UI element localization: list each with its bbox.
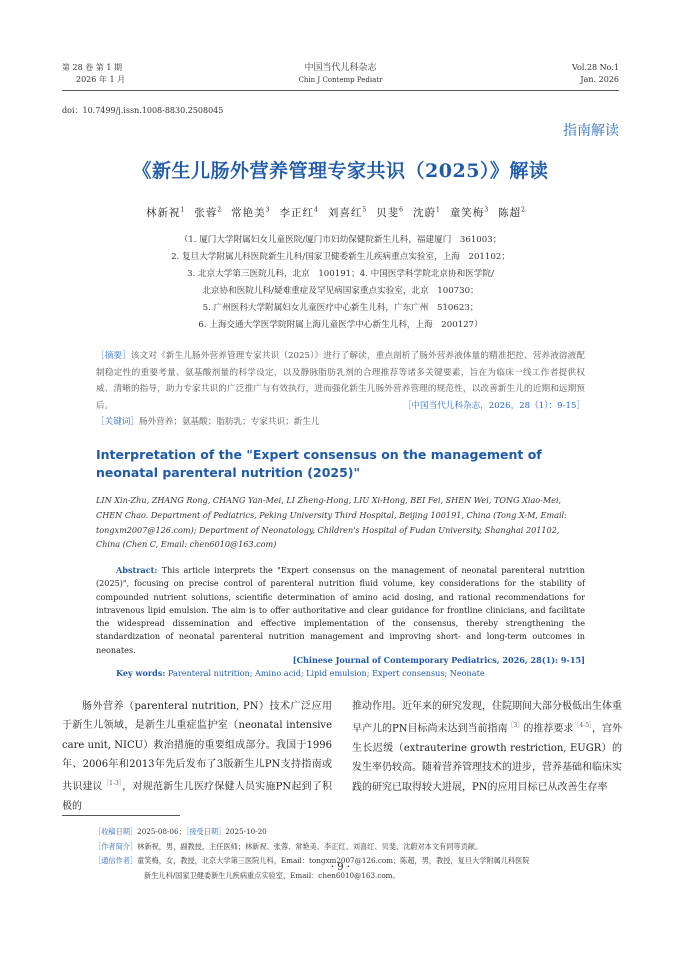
page-number: · 9 ·	[330, 862, 351, 873]
reference-marker[interactable]: ［3］	[507, 722, 524, 730]
affiliation-line: 2. 复旦大学附属儿科医院新生儿科/国家卫健委新生儿疾病重点实验室，上海 201102；	[171, 252, 510, 262]
abstract-label-en: Abstract:	[116, 565, 158, 575]
abstract-label-cn: ［摘要］	[96, 351, 131, 361]
author-affiliation-marker: 1	[435, 206, 440, 214]
header-rule	[62, 90, 619, 91]
affiliation-line: 北京协和医院儿科/疑难重症及罕见病国家重点实验室，北京 100730；	[202, 286, 479, 296]
author-affiliation-marker: 2	[217, 206, 222, 214]
contact-text: 童笑梅，女，教授，北京大学第三医院儿科，Email：tongxm2007@126.com；陈超，男，教授，复旦大学附属儿科医院	[137, 856, 530, 865]
affiliation-line: 5. 广州医科大学附属妇女儿童医疗中心新生儿科，广东广州 510623；	[202, 303, 479, 313]
body-text: 推动作用。近年来的研究发现，住院期间大部分极低出生体重早产儿的PN目标尚未达到当前指南	[352, 701, 622, 735]
author-affiliation-marker: 3	[265, 206, 270, 214]
citation-en: [Chinese Journal of Contemporary Pediatrics, 2026, 28(1): 9-15]	[292, 655, 585, 665]
header-journal-en: Chin J Contemp Pediatr	[298, 76, 383, 84]
author-name: 常艳美$^3$	[231, 206, 270, 219]
affiliation-line: （1. 厦门大学附属妇女儿童医院/厦门市妇幼保健院新生儿科，福建厦门 361003；	[179, 235, 502, 245]
author-name: 陈超$^2$	[498, 206, 525, 219]
reference-marker[interactable]: ［1-3］	[102, 780, 123, 788]
abstract-text-en: This article interprets the "Expert consensus on the management of neonatal parenteral nutrition (2025)", focusing on precise control of parenteral nutrition fluid volume, key considerations for the stability of compounded nutrient solutions, scientific determination of amino acid dosing, and rational recommendations for intravenous lipid emulsion. The aim is to offer authoritative and clear guidance for frontline clinicians, and facilitate the widespread dissemination and effective implementation of the consensus, thereby strengthening the standardization of neonatal parenteral nutrition management and improving short- and long-term outcomes in neonates.	[96, 565, 586, 655]
keywords-en-block	[116, 668, 585, 678]
author-name: 沈蔚$^1$	[412, 206, 440, 219]
author-affiliation-marker: 2	[521, 206, 525, 214]
author-list-cn	[62, 205, 619, 220]
article-title-cn: 《新生儿肠外营养管理专家共识（2025）》解读	[132, 160, 549, 182]
abstract-cn	[96, 348, 585, 431]
abstract-text-cn: 该文对《新生儿肠外营养管理专家共识（2025）》进行了解读，重点剖析了肠外营养液体量的精准把控、营养液溶液配制稳定性的重要考量、氨基酸剂量的科学设定，以及静脉脂肪乳剂的合理推荐等诸多关键要素，旨在为临床一线工作者提供权威、清晰的指导，助力专家共识的广泛推广与有效执行，进而强化新生儿肠外营养管理的规范性，以改善新生儿的近期和远期预后。	[96, 351, 585, 411]
author-name: 林新祝$^1$	[146, 206, 185, 219]
header-volume-issue: 第 28 卷 第 1 期	[62, 63, 122, 72]
reference-marker[interactable]: ［4-5］	[573, 722, 593, 730]
keywords-label-en: Key words:	[116, 668, 166, 678]
footnote-contact-cont: 新生儿科/国家卫健委新生儿疾病重点实验室，Email：chen6010@163.com。	[144, 870, 400, 880]
affiliation-line: 3. 北京大学第三医院儿科，北京 100191；4. 中国医学科学院北京协和医学院/	[187, 269, 494, 279]
body-text: 的推荐要求	[523, 723, 574, 735]
body-text: ，宫外生长迟缓（extrauterine growth restriction, EUGR）的发生率仍较高。随着营养管理技术的进步，营养基础和临床实践的研究已取得较大进展，PN的应用目标已从改善生存率	[352, 723, 623, 793]
body-column-left	[62, 697, 332, 816]
author-list-en: LIN Xin-Zhu, ZHANG Rong, CHANG Yan-Mei, LI Zheng-Hong, LIU Xi-Hong, BEI Fei, SHEN Wei, TONG Xiao-Mei, CHEN Chao. Department of Pediatrics, Peking University Third Hospital, Beijing 100191, China (Tong X-M, Email: tongxm2007@126.com); Department of Neonatology, Children's Hospital of Fudan University, Shanghai 201102, China (Chen C, Email: chen6010@163.com)	[96, 495, 567, 550]
received-date: 2025-08-06；	[137, 827, 186, 836]
footnotes	[94, 825, 624, 883]
header-vol-en: Vol.28 No.1	[572, 63, 619, 72]
author-affiliation-marker: 4	[314, 206, 318, 214]
bio-label: ［作者简介］	[94, 841, 138, 851]
accepted-date: 2025-10-20	[225, 827, 267, 836]
affiliations	[62, 232, 619, 334]
header-volume-en	[572, 62, 619, 86]
citation-cn: ［中国当代儿科杂志，2026，28（1）：9-15］	[402, 400, 585, 411]
author-name: 张蓉$^2$	[194, 206, 222, 219]
header-date-cn: 2026 年 1 月	[76, 75, 126, 84]
article-category: 指南解读	[563, 123, 619, 139]
bio-text: 林新祝，男，副教授，主任医师；林新祝、张蓉、常艳美、李正红、刘喜红、贝斐、沈蔚对本文有同等贡献。	[137, 841, 483, 851]
author-affiliation-marker: 5	[362, 206, 367, 214]
contact-label: ［通信作者］	[94, 856, 138, 865]
keywords-en: Parenteral nutrition; Amino acid; Lipid emulsion; Expert consensus; Neonate	[167, 668, 485, 678]
header-date-en: Jan. 2026	[580, 75, 619, 84]
abstract-en	[96, 564, 585, 657]
footnote-bio	[94, 840, 624, 855]
header-journal-cn: 中国当代儿科杂志	[304, 63, 377, 73]
footnote-dates	[94, 825, 624, 840]
article-title-en: Interpretation of the "Expert consensus on the management of neonatal parenteral nutrition (2025)"	[96, 447, 542, 480]
author-name: 童笑梅$^3$	[449, 206, 489, 219]
affiliation-line: 6. 上海交通大学医学院附属上海儿童医学中心新生儿科，上海 200127）	[198, 320, 483, 330]
keywords-cn: 肠外营养；氨基酸；脂肪乳；专家共识；新生儿	[138, 417, 320, 427]
body-column-right	[352, 697, 622, 797]
received-label: ［收稿日期］	[94, 827, 138, 836]
author-name: 贝斐$^6$	[376, 206, 403, 219]
author-name: 刘喜红$^5$	[327, 206, 367, 219]
keywords-label-cn: ［关键词］	[96, 417, 139, 427]
footnote-rule	[62, 815, 180, 816]
body-text: 肠外营养（parenteral nutrition, PN）技术广泛应用于新生儿领域，是新生儿重症监护室（neonatal intensive care unit, NICU）救治措施的重要组成部分。我国于1996年、2006年和2013年先后发布了3版新生儿PN支持指南或共识建议	[62, 701, 332, 793]
accepted-label: ［接受日期］	[185, 827, 226, 836]
author-affiliation-marker: 6	[399, 206, 403, 214]
author-affiliation-marker: 3	[484, 206, 489, 214]
body-text: ，对规范新生儿医疗保健人员实施PN起到了积极的	[62, 781, 332, 812]
author-affiliation-marker: 1	[180, 206, 185, 214]
doi: doi：10.7499/j.issn.1008-8830.2508045	[62, 106, 224, 115]
author-name: 李正红$^4$	[279, 206, 318, 219]
